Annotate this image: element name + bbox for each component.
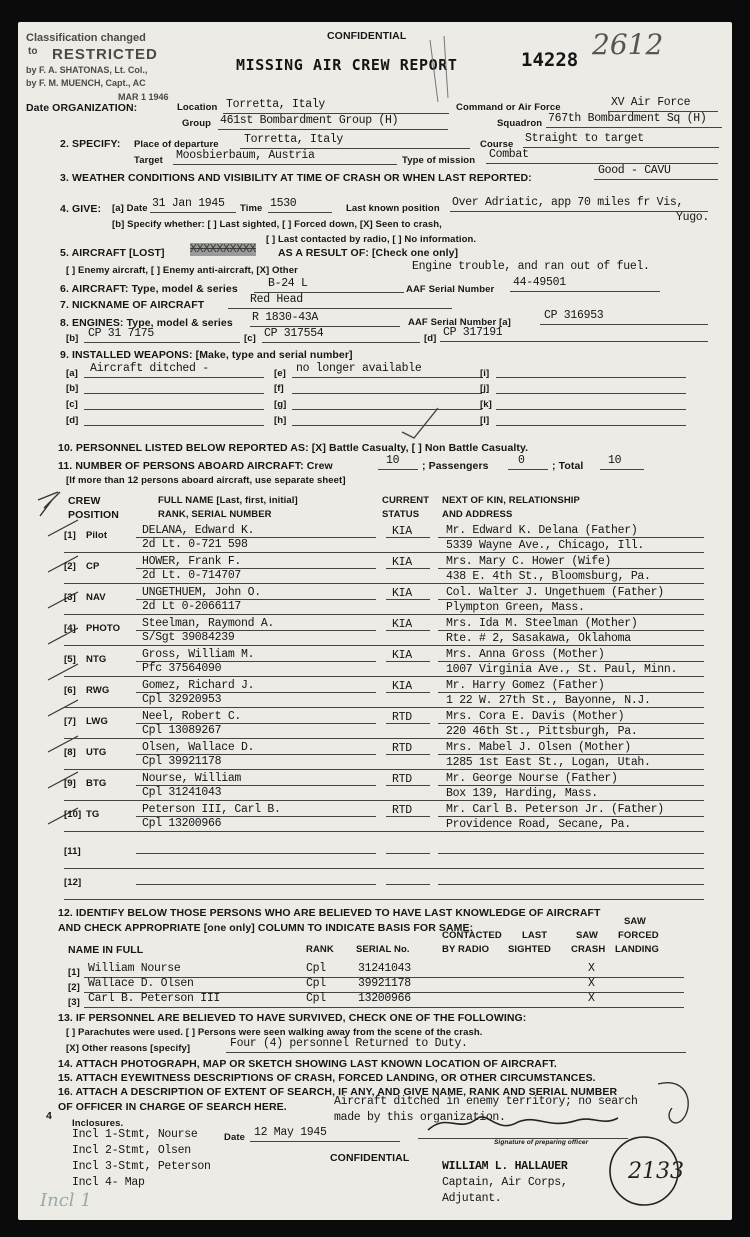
officer-name: WILLIAM L. HALLAUER: [442, 1160, 568, 1173]
crew-number: [12]: [64, 877, 82, 888]
footer-date-label: Date: [224, 1132, 245, 1143]
witness-3-serial: 13200966: [358, 992, 411, 1005]
margin-scribble: [658, 1083, 688, 1123]
crew-kin-line: [438, 630, 704, 631]
engine-a-value: CP 316953: [544, 309, 604, 322]
crew-count: 10: [386, 454, 400, 467]
crew-status-line: [386, 568, 430, 569]
crew-line: [136, 723, 376, 724]
inclosure-1: Incl 1-Stmt, Nourse: [72, 1128, 198, 1141]
crew-rank-serial: Cpl 31241043: [142, 786, 222, 799]
crew-address: Box 139, Harding, Mass.: [446, 787, 598, 800]
weapon-j-label: [j]: [480, 383, 490, 394]
header-last: LAST: [522, 930, 548, 941]
crew-next-of-kin: Mr. Carl B. Peterson Jr. (Father): [446, 803, 664, 816]
header-saw-2: SAW: [624, 916, 646, 927]
crew-header-rank: RANK, SERIAL NUMBER: [158, 509, 272, 520]
crew-name: Gross, William M.: [142, 648, 255, 661]
crew-row-divider: [64, 769, 704, 770]
crew-status: RTD: [392, 711, 412, 724]
crew-rank-serial: S/Sgt 39084239: [142, 631, 235, 644]
crew-header-address: AND ADDRESS: [442, 509, 513, 520]
engines-label: 8. ENGINES: Type, model & series: [60, 317, 233, 329]
passengers-label: ; Passengers: [422, 460, 489, 472]
witness-3-name: Carl B. Peterson III: [88, 992, 221, 1005]
position-value-2: Yugo.: [676, 211, 710, 224]
witness-1-serial: 31241043: [358, 962, 411, 975]
crew-address: 220 46th St., Pittsburgh, Pa.: [446, 725, 638, 738]
command-label: Command or Air Force: [456, 102, 561, 113]
engine-serial-label: AAF Serial Number [a]: [408, 317, 511, 328]
witness-2-serial: 39921178: [358, 977, 411, 990]
mission-label: Type of mission: [402, 155, 476, 166]
crew-status: KIA: [392, 587, 412, 600]
handwritten-number: 2612: [592, 28, 664, 61]
crew-next-of-kin: Mr. George Nourse (Father): [446, 772, 618, 785]
position-label: Last known position: [346, 203, 440, 214]
crew-kin-line: [438, 537, 704, 538]
crew-line: [136, 816, 376, 817]
weapon-d-label: [d]: [66, 415, 79, 426]
group-label: Group: [182, 118, 211, 129]
weapon-a-label: [a]: [66, 368, 78, 379]
crew-row-divider: [64, 676, 704, 677]
departure-value: Torretta, Italy: [244, 133, 344, 146]
crew-kin-line: [438, 754, 704, 755]
crew-number: [6]: [64, 685, 76, 696]
aircraft-serial-label: AAF Serial Number: [406, 284, 495, 295]
section-15: 15. ATTACH EYEWITNESS DESCRIPTIONS OF CRASH, FORCED LANDING, OR OTHER CIRCUMSTANCES.: [58, 1072, 596, 1084]
aircraft-type-label: 6. AIRCRAFT: Type, model & series: [60, 283, 238, 295]
classification-by-1: by F. A. SHATONAS, Lt. Col.,: [26, 65, 148, 75]
crew-line: [136, 537, 376, 538]
weapon-c-label: [c]: [66, 399, 78, 410]
time-label: Time: [240, 203, 263, 214]
identify-line-1: 12. IDENTIFY BELOW THOSE PERSONS WHO ARE BELIEVED TO HAVE LAST KNOWLEDGE OF AIRCRAFT: [58, 907, 601, 919]
persons-aboard-label: 11. NUMBER OF PERSONS ABOARD AIRCRAFT: Crew: [58, 460, 333, 472]
crew-status: KIA: [392, 525, 412, 538]
section-16-line-2: OF OFFICER IN CHARGE OF SEARCH HERE.: [58, 1101, 287, 1113]
crew-line: [136, 661, 376, 662]
crew-address: 5339 Wayne Ave., Chicago, Ill.: [446, 539, 645, 552]
crew-status: RTD: [392, 773, 412, 786]
check-mark-battle: [402, 408, 438, 438]
crew-position: RWG: [86, 685, 110, 696]
target-label: Target: [134, 155, 163, 166]
crew-rank-serial: 2d Lt. 0-721 598: [142, 538, 248, 551]
witness-2-rank: Cpl: [306, 977, 326, 990]
crew-header-crew: CREW: [68, 495, 101, 507]
crew-status: RTD: [392, 742, 412, 755]
specify-whether: [b] Specify whether: [ ] Last sighted, [ ] Forced down, [X] Seen to crash,: [112, 219, 442, 230]
crew-next-of-kin: Col. Walter J. Ungethuem (Father): [446, 586, 664, 599]
crew-next-of-kin: Mrs. Cora E. Davis (Mother): [446, 710, 625, 723]
crew-next-of-kin: Mrs. Anna Gross (Mother): [446, 648, 605, 661]
crew-status-line: [386, 816, 430, 817]
footer-date-value: 12 May 1945: [254, 1126, 327, 1139]
crew-next-of-kin: Mrs. Ida M. Steelman (Mother): [446, 617, 638, 630]
aircraft-serial-value: 44-49501: [513, 276, 566, 289]
crew-status: KIA: [392, 618, 412, 631]
crew-row-divider: [64, 831, 704, 832]
crew-address: 1285 1st East St., Logan, Utah.: [446, 756, 651, 769]
crew-line: [136, 785, 376, 786]
total-count: 10: [608, 454, 622, 467]
crew-status-line: [386, 537, 430, 538]
header-forced: FORCED: [618, 930, 659, 941]
report-title: MISSING AIR CREW REPORT: [236, 56, 458, 74]
crew-status-line: [386, 723, 430, 724]
crew-kin-line: [438, 816, 704, 817]
personnel-reported: 10. PERSONNEL LISTED BELOW REPORTED AS: [X] Battle Casualty, [ ] Non Battle Casualty.: [58, 442, 529, 454]
weapon-a-value: Aircraft ditched -: [90, 362, 209, 375]
crew-number: [9]: [64, 778, 76, 789]
inclosure-3: Incl 3-Stmt, Peterson: [72, 1160, 211, 1173]
crew-kin-line: [438, 599, 704, 600]
engine-d-label: [d]: [424, 333, 437, 344]
crew-row-divider: [64, 552, 704, 553]
crew-rank-serial: 2d Lt 0-2066117: [142, 600, 242, 613]
circled-number: 2133: [628, 1159, 684, 1184]
report-number: 14228: [521, 49, 579, 71]
engine-b-label: [b]: [66, 333, 79, 344]
section-16-search-value: Aircraft ditched in enemy territory; no search: [334, 1095, 638, 1108]
section-13-other-label: [X] Other reasons [specify]: [66, 1043, 191, 1054]
squadron-value: 767th Bombardment Sq (H): [548, 112, 707, 125]
crew-position: UTG: [86, 747, 107, 758]
section-13-line-1: 13. IF PERSONNEL ARE BELIEVED TO HAVE SURVIVED, CHECK ONE OF THE FOLLOWING:: [58, 1012, 527, 1024]
crew-position: PHOTO: [86, 623, 121, 634]
nickname-value: Red Head: [250, 293, 303, 306]
number-circle: [610, 1137, 678, 1205]
crew-name: UNGETHUEM, John O.: [142, 586, 261, 599]
separate-sheet-note: [If more than 12 persons aboard aircraft, use separate sheet]: [66, 475, 346, 486]
command-value: XV Air Force: [611, 96, 691, 109]
crew-position: LWG: [86, 716, 108, 727]
witness-3-num: [3]: [68, 997, 80, 1008]
crew-number: [4]: [64, 623, 76, 634]
mission-value: Combat: [489, 148, 529, 161]
report-page: [18, 22, 732, 1220]
officer-rank: Captain, Air Corps,: [442, 1176, 568, 1189]
crew-line: [136, 599, 376, 600]
crew-status: KIA: [392, 680, 412, 693]
crew-line: [136, 884, 376, 885]
specify-label: 2. SPECIFY:: [60, 138, 121, 150]
witness-1-mark: X: [588, 962, 595, 975]
crew-rank-serial: Cpl 39921178: [142, 755, 222, 768]
crew-rank-serial: Pfc 37564090: [142, 662, 222, 675]
crew-rank-serial: Cpl 32920953: [142, 693, 222, 706]
crew-status-line: [386, 884, 430, 885]
crew-row-divider: [64, 583, 704, 584]
crew-position: NAV: [86, 592, 106, 603]
total-label: ; Total: [552, 460, 584, 472]
passengers-count: 0: [518, 454, 525, 467]
crew-status-line: [386, 661, 430, 662]
crew-number: [3]: [64, 592, 76, 603]
location-value: Torretta, Italy: [226, 98, 326, 111]
paper-crease: [430, 36, 448, 102]
crew-address: 1007 Virginia Ave., St. Paul, Minn.: [446, 663, 678, 676]
header-crash: CRASH: [571, 944, 606, 955]
crew-number: [1]: [64, 530, 76, 541]
crew-position: TG: [86, 809, 100, 820]
course-value: Straight to target: [525, 132, 644, 145]
crew-header-kin: NEXT OF KIN, RELATIONSHIP: [442, 495, 580, 506]
location-label: Location: [177, 102, 218, 113]
crew-status: KIA: [392, 556, 412, 569]
header-contacted: CONTACTED: [442, 930, 502, 941]
crew-row-divider: [64, 707, 704, 708]
crew-header-status: STATUS: [382, 509, 420, 520]
crew-address: Plympton Green, Mass.: [446, 601, 585, 614]
classification-by-2: by F. M. MUENCH, Capt., AC: [26, 78, 146, 88]
weapon-i-label: [i]: [480, 368, 490, 379]
crew-row-divider: [64, 868, 704, 869]
crew-address: Providence Road, Secane, Pa.: [446, 818, 631, 831]
header-rank: RANK: [306, 944, 334, 955]
crew-name: Olsen, Wallace D.: [142, 741, 255, 754]
crew-status: KIA: [392, 649, 412, 662]
crew-rank-serial: Cpl 13089267: [142, 724, 222, 737]
last-contacted: [ ] Last contacted by radio, [ ] No information.: [266, 234, 477, 245]
margin-mark-5h: [38, 492, 60, 516]
crew-rank-serial: 2d Lt. 0-714707: [142, 569, 242, 582]
departure-label: Place of departure: [134, 139, 219, 150]
crew-name: Peterson III, Carl B.: [142, 803, 281, 816]
header-name-in-full: NAME IN FULL: [68, 944, 144, 956]
section-16-search-value-2: made by this organization.: [334, 1111, 506, 1124]
weapons-label: 9. INSTALLED WEAPONS: [Make, type and serial number]: [60, 349, 353, 361]
crew-line: [136, 853, 376, 854]
inclosure-count: 4: [46, 1110, 52, 1122]
crew-number: [11]: [64, 846, 81, 857]
crew-kin-line: [438, 568, 704, 569]
officer-title: Adjutant.: [442, 1192, 502, 1205]
crew-line: [136, 630, 376, 631]
engines-type-value: R 1830-43A: [252, 311, 319, 324]
header-saw: SAW: [576, 930, 598, 941]
crew-kin-line: [438, 723, 704, 724]
crew-row-divider: [64, 899, 704, 900]
header-by-radio: BY RADIO: [442, 944, 490, 955]
weapon-e-label: [e]: [274, 368, 286, 379]
aircraft-type-value: B-24 L: [268, 277, 308, 290]
time-value: 1530: [270, 197, 297, 210]
crew-name: Neel, Robert C.: [142, 710, 242, 723]
crew-address: Rte. # 2, Sasakawa, Oklahoma: [446, 632, 631, 645]
witness-2-num: [2]: [68, 982, 80, 993]
handwritten-incl: Incl 1: [40, 1190, 92, 1211]
crew-name: Steelman, Raymond A.: [142, 617, 275, 630]
section-13-line-2: [ ] Parachutes were used. [ ] Persons were seen walking away from the scene of the crash.: [66, 1027, 483, 1038]
crew-kin-line: [438, 661, 704, 662]
crew-line: [136, 754, 376, 755]
engine-b-value: CP 31 7175: [88, 327, 155, 340]
crew-position: CP: [86, 561, 100, 572]
classification-to: to: [28, 46, 38, 57]
aircraft-lost-label: 5. AIRCRAFT [LOST]: [60, 247, 165, 259]
witness-3-rank: Cpl: [306, 992, 326, 1005]
section-14: 14. ATTACH PHOTOGRAPH, MAP OR SKETCH SHOWING LAST KNOWN LOCATION OF AIRCRAFT.: [58, 1058, 557, 1070]
crew-next-of-kin: Mrs. Mabel J. Olsen (Mother): [446, 741, 631, 754]
weather-label: 3. WEATHER CONDITIONS AND VISIBILITY AT TIME OF CRASH OR WHEN LAST REPORTED:: [60, 172, 532, 184]
crew-row-divider: [64, 738, 704, 739]
crew-kin-line: [438, 853, 704, 854]
crew-row-divider: [64, 645, 704, 646]
crew-name: HOWER, Frank F.: [142, 555, 242, 568]
engine-c-label: [c]: [244, 333, 256, 344]
cause-options: [ ] Enemy aircraft, [ ] Enemy anti-aircraft, [X] Other: [66, 265, 298, 276]
header-serial: SERIAL No.: [356, 944, 410, 955]
crew-address: 438 E. 4th St., Bloomsburg, Pa.: [446, 570, 651, 583]
struck-out-text: XXXXXXXXXX: [190, 243, 257, 256]
classification-line: Classification changed: [26, 32, 146, 44]
give-label: 4. GIVE:: [60, 203, 102, 215]
restricted-stamp: RESTRICTED: [52, 46, 158, 63]
header-landing: LANDING: [615, 944, 659, 955]
date-label: [a] Date: [112, 203, 148, 214]
crew-name: Nourse, William: [142, 772, 242, 785]
inclosures-label: Inclosures.: [72, 1118, 124, 1129]
witness-3-mark: X: [588, 992, 595, 1005]
crew-address: 1 22 W. 27th St., Bayonne, N.J.: [446, 694, 651, 707]
crew-status-line: [386, 853, 430, 854]
crew-status-line: [386, 785, 430, 786]
crew-header-position: POSITION: [68, 509, 119, 521]
officer-signature: [428, 1117, 618, 1130]
confidential-bottom: CONFIDENTIAL: [330, 1152, 410, 1164]
crew-number: [10]: [64, 809, 82, 820]
witness-1-name: William Nourse: [88, 962, 181, 975]
crew-header-current: CURRENT: [382, 495, 430, 506]
confidential-top: CONFIDENTIAL: [327, 30, 407, 42]
section-16-line-1: 16. ATTACH A DESCRIPTION OF EXTENT OF SEARCH, IF ANY, AND GIVE NAME, RANK AND SERIAL NUMBER: [58, 1086, 618, 1098]
crew-position: NTG: [86, 654, 107, 665]
weapon-k-label: [k]: [480, 399, 492, 410]
crew-next-of-kin: Mr. Harry Gomez (Father): [446, 679, 605, 692]
group-value: 461st Bombardment Group (H): [220, 114, 399, 127]
crew-position: Pilot: [86, 530, 108, 541]
position-value: Over Adriatic, app 70 miles fr Vis,: [452, 196, 684, 209]
cause-value: Engine trouble, and ran out of fuel.: [412, 260, 650, 273]
witness-2-mark: X: [588, 977, 595, 990]
crew-number: [7]: [64, 716, 76, 727]
crew-status: RTD: [392, 804, 412, 817]
weapon-h-label: [h]: [274, 415, 287, 426]
weapon-g-label: [g]: [274, 399, 287, 410]
weapon-b-label: [b]: [66, 383, 79, 394]
target-value: Moosbierbaum, Austria: [176, 149, 315, 162]
weapon-e-value: no longer available: [296, 362, 422, 375]
weapon-f-label: [f]: [274, 383, 284, 394]
crew-line: [136, 692, 376, 693]
header-sighted: SIGHTED: [508, 944, 551, 955]
identify-line-2: AND CHECK APPROPRIATE [one only] COLUMN TO INDICATE BASIS FOR SAME:: [58, 922, 474, 934]
witness-1-rank: Cpl: [306, 962, 326, 975]
date-value: 31 Jan 1945: [152, 197, 225, 210]
crew-status-line: [386, 599, 430, 600]
crew-number: [5]: [64, 654, 76, 665]
crew-status-line: [386, 692, 430, 693]
inclosure-4: Incl 4- Map: [72, 1176, 145, 1189]
crew-line: [136, 568, 376, 569]
squadron-label: Squadron: [497, 118, 543, 129]
crew-number: [2]: [64, 561, 76, 572]
signature-caption: Signature of preparing officer: [494, 1139, 589, 1146]
engine-d-value: CP 317191: [443, 326, 503, 339]
date-org-label: Date ORGANIZATION:: [26, 102, 138, 114]
course-label: Course: [480, 139, 514, 150]
section-13-other-value: Four (4) personnel Returned to Duty.: [230, 1037, 468, 1050]
witness-1-num: [1]: [68, 967, 80, 978]
result-label: AS A RESULT OF: [Check one only]: [278, 247, 459, 259]
crew-position: BTG: [86, 778, 107, 789]
crew-kin-line: [438, 692, 704, 693]
crew-kin-line: [438, 884, 704, 885]
crew-name: DELANA, Edward K.: [142, 524, 255, 537]
classification-date: MAR 1 1946: [118, 92, 169, 102]
weather-value: Good - CAVU: [598, 164, 671, 177]
crew-row-divider: [64, 614, 704, 615]
crew-kin-line: [438, 785, 704, 786]
nickname-label: 7. NICKNAME OF AIRCRAFT: [60, 299, 205, 311]
crew-status-line: [386, 754, 430, 755]
weapon-l-label: [l]: [480, 415, 490, 426]
witness-2-name: Wallace D. Olsen: [88, 977, 194, 990]
crew-status-line: [386, 630, 430, 631]
crew-next-of-kin: Mr. Edward K. Delana (Father): [446, 524, 638, 537]
crew-number: [8]: [64, 747, 76, 758]
inclosure-2: Incl 2-Stmt, Olsen: [72, 1144, 191, 1157]
crew-rank-serial: Cpl 13200966: [142, 817, 222, 830]
crew-name: Gomez, Richard J.: [142, 679, 255, 692]
crew-next-of-kin: Mrs. Mary C. Hower (Wife): [446, 555, 612, 568]
crew-header-name: FULL NAME [Last, first, initial]: [158, 495, 298, 506]
engine-c-value: CP 317554: [264, 327, 324, 340]
crew-row-divider: [64, 800, 704, 801]
